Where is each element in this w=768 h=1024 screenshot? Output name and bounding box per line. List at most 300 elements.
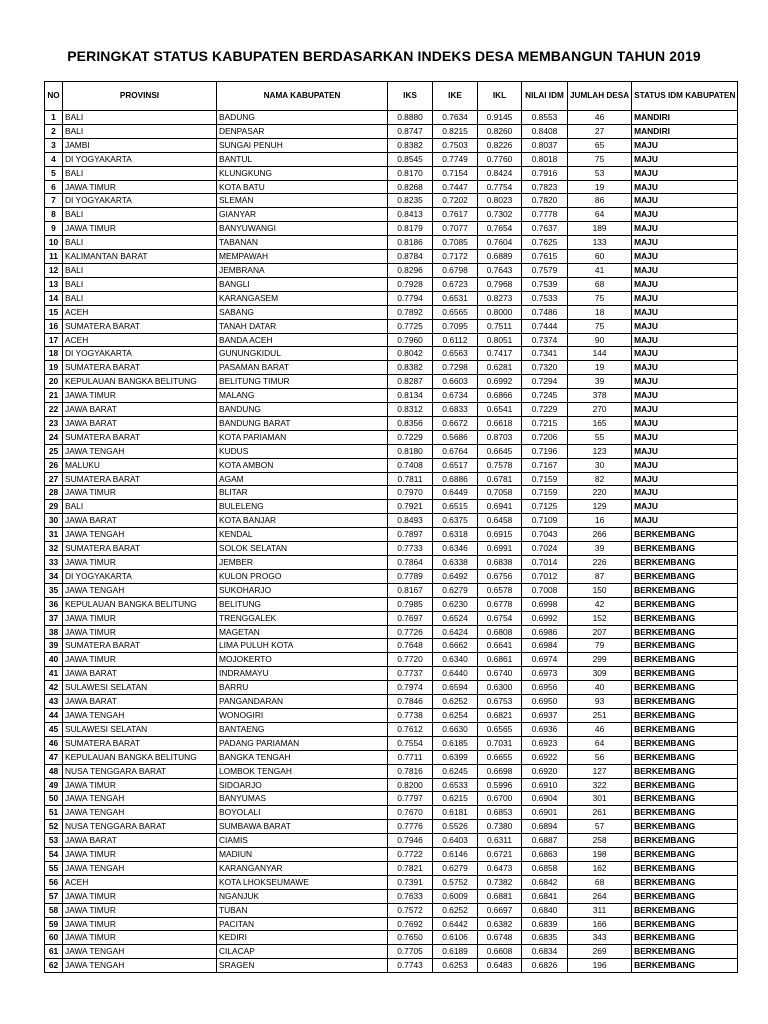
cell-no: 31 — [45, 528, 63, 542]
table-row — [45, 903, 738, 917]
cell-ike: 0.6318 — [433, 528, 478, 542]
cell-nama-kabupaten: KOTA BANJAR — [217, 514, 388, 528]
cell-ikl: 0.6991 — [478, 542, 522, 556]
cell-provinsi: JAWA TIMUR — [63, 931, 217, 945]
cell-nama-kabupaten: SUNGAI PENUH — [217, 138, 388, 152]
cell-jumlah-desa: 127 — [568, 764, 632, 778]
cell-ike: 0.6106 — [433, 931, 478, 945]
cell-nama-kabupaten: BANDA ACEH — [217, 333, 388, 347]
cell-nilai-idm: 0.6863 — [522, 848, 568, 862]
cell-nama-kabupaten: BANYUMAS — [217, 792, 388, 806]
cell-jumlah-desa: 27 — [568, 124, 632, 138]
cell-no: 58 — [45, 903, 63, 917]
cell-jumlah-desa: 19 — [568, 361, 632, 375]
cell-nilai-idm: 0.7294 — [522, 375, 568, 389]
cell-ikl: 0.8260 — [478, 124, 522, 138]
cell-provinsi: SUMATERA BARAT — [63, 472, 217, 486]
cell-status-idm: MAJU — [632, 138, 738, 152]
cell-status-idm: BERKEMBANG — [632, 542, 738, 556]
cell-status-idm: BERKEMBANG — [632, 597, 738, 611]
table-row — [45, 695, 738, 709]
cell-provinsi: ACEH — [63, 333, 217, 347]
header-no: NO — [45, 82, 63, 111]
cell-nama-kabupaten: NGANJUK — [217, 889, 388, 903]
cell-ikl: 0.6382 — [478, 917, 522, 931]
table-row — [45, 250, 738, 264]
cell-iks: 0.7892 — [388, 305, 433, 319]
cell-provinsi: SUMATERA BARAT — [63, 319, 217, 333]
cell-ikl: 0.5996 — [478, 778, 522, 792]
cell-ikl: 0.6808 — [478, 625, 522, 639]
cell-ike: 0.6181 — [433, 806, 478, 820]
cell-no: 41 — [45, 667, 63, 681]
cell-status-idm: MAJU — [632, 444, 738, 458]
cell-provinsi: JAWA TIMUR — [63, 848, 217, 862]
cell-nilai-idm: 0.7229 — [522, 403, 568, 417]
cell-nama-kabupaten: BANTUL — [217, 152, 388, 166]
table-row — [45, 472, 738, 486]
cell-provinsi: SULAWESI SELATAN — [63, 681, 217, 695]
cell-no: 57 — [45, 889, 63, 903]
cell-no: 51 — [45, 806, 63, 820]
cell-iks: 0.8747 — [388, 124, 433, 138]
cell-ikl: 0.8424 — [478, 166, 522, 180]
cell-ikl: 0.6565 — [478, 722, 522, 736]
cell-ike: 0.6524 — [433, 611, 478, 625]
table-row — [45, 959, 738, 973]
cell-provinsi: SUMATERA BARAT — [63, 361, 217, 375]
cell-iks: 0.7725 — [388, 319, 433, 333]
cell-nilai-idm: 0.7320 — [522, 361, 568, 375]
cell-nama-kabupaten: KARANGANYAR — [217, 861, 388, 875]
cell-ike: 0.7085 — [433, 236, 478, 250]
cell-provinsi: DI YOGYAKARTA — [63, 194, 217, 208]
cell-provinsi: BALI — [63, 236, 217, 250]
cell-nilai-idm: 0.6937 — [522, 708, 568, 722]
cell-jumlah-desa: 261 — [568, 806, 632, 820]
cell-jumlah-desa: 79 — [568, 639, 632, 653]
cell-status-idm: MAJU — [632, 152, 738, 166]
cell-jumlah-desa: 19 — [568, 180, 632, 194]
cell-nilai-idm: 0.6894 — [522, 820, 568, 834]
cell-nilai-idm: 0.8018 — [522, 152, 568, 166]
cell-ike: 0.5752 — [433, 875, 478, 889]
cell-nilai-idm: 0.7043 — [522, 528, 568, 542]
cell-nilai-idm: 0.7206 — [522, 430, 568, 444]
cell-ikl: 0.6281 — [478, 361, 522, 375]
cell-ike: 0.6375 — [433, 514, 478, 528]
table-row — [45, 500, 738, 514]
cell-ikl: 0.6721 — [478, 848, 522, 862]
cell-jumlah-desa: 322 — [568, 778, 632, 792]
cell-nama-kabupaten: BOYOLALI — [217, 806, 388, 820]
cell-nama-kabupaten: GIANYAR — [217, 208, 388, 222]
cell-provinsi: BALI — [63, 124, 217, 138]
cell-no: 33 — [45, 556, 63, 570]
table-row — [45, 875, 738, 889]
cell-no: 32 — [45, 542, 63, 556]
cell-ike: 0.6424 — [433, 625, 478, 639]
cell-nama-kabupaten: BANYUWANGI — [217, 222, 388, 236]
cell-ikl: 0.6756 — [478, 569, 522, 583]
cell-jumlah-desa: 309 — [568, 667, 632, 681]
cell-status-idm: BERKEMBANG — [632, 528, 738, 542]
table-row — [45, 124, 738, 138]
cell-ike: 0.7095 — [433, 319, 478, 333]
cell-jumlah-desa: 299 — [568, 653, 632, 667]
cell-ike: 0.6245 — [433, 764, 478, 778]
header-ikl: IKL — [478, 82, 522, 111]
cell-iks: 0.8167 — [388, 583, 433, 597]
cell-no: 46 — [45, 736, 63, 750]
cell-no: 60 — [45, 931, 63, 945]
cell-jumlah-desa: 64 — [568, 736, 632, 750]
cell-iks: 0.7970 — [388, 486, 433, 500]
cell-nama-kabupaten: MALANG — [217, 389, 388, 403]
cell-status-idm: BERKEMBANG — [632, 639, 738, 653]
cell-nama-kabupaten: CIAMIS — [217, 834, 388, 848]
cell-ike: 0.6146 — [433, 848, 478, 862]
cell-no: 7 — [45, 194, 63, 208]
cell-iks: 0.7743 — [388, 959, 433, 973]
cell-nama-kabupaten: BULELENG — [217, 500, 388, 514]
cell-status-idm: MAJU — [632, 208, 738, 222]
cell-status-idm: BERKEMBANG — [632, 834, 738, 848]
table-row — [45, 389, 738, 403]
cell-iks: 0.8382 — [388, 138, 433, 152]
cell-no: 53 — [45, 834, 63, 848]
cell-status-idm: BERKEMBANG — [632, 569, 738, 583]
cell-jumlah-desa: 269 — [568, 945, 632, 959]
cell-provinsi: BALI — [63, 166, 217, 180]
cell-ikl: 0.6697 — [478, 903, 522, 917]
cell-no: 8 — [45, 208, 63, 222]
cell-nama-kabupaten: SLEMAN — [217, 194, 388, 208]
cell-iks: 0.8134 — [388, 389, 433, 403]
table-row — [45, 806, 738, 820]
cell-iks: 0.8312 — [388, 403, 433, 417]
cell-ike: 0.6403 — [433, 834, 478, 848]
cell-jumlah-desa: 75 — [568, 319, 632, 333]
cell-nama-kabupaten: PANGANDARAN — [217, 695, 388, 709]
cell-nilai-idm: 0.7823 — [522, 180, 568, 194]
cell-ike: 0.7634 — [433, 111, 478, 125]
cell-no: 45 — [45, 722, 63, 736]
cell-provinsi: ACEH — [63, 875, 217, 889]
table-row — [45, 708, 738, 722]
cell-nilai-idm: 0.6923 — [522, 736, 568, 750]
cell-status-idm: BERKEMBANG — [632, 875, 738, 889]
cell-nama-kabupaten: CILACAP — [217, 945, 388, 959]
cell-iks: 0.7705 — [388, 945, 433, 959]
cell-provinsi: KEPULAUAN BANGKA BELITUNG — [63, 597, 217, 611]
cell-jumlah-desa: 82 — [568, 472, 632, 486]
cell-iks: 0.8170 — [388, 166, 433, 180]
cell-ike: 0.6440 — [433, 667, 478, 681]
cell-ike: 0.6112 — [433, 333, 478, 347]
table-row — [45, 792, 738, 806]
cell-iks: 0.7650 — [388, 931, 433, 945]
cell-iks: 0.8356 — [388, 416, 433, 430]
cell-ikl: 0.7643 — [478, 263, 522, 277]
table-row — [45, 917, 738, 931]
cell-provinsi: JAWA BARAT — [63, 416, 217, 430]
cell-status-idm: BERKEMBANG — [632, 959, 738, 973]
table-row — [45, 778, 738, 792]
cell-ike: 0.6215 — [433, 792, 478, 806]
cell-ike: 0.6798 — [433, 263, 478, 277]
cell-no: 26 — [45, 458, 63, 472]
cell-provinsi: JAWA TIMUR — [63, 778, 217, 792]
table-row — [45, 111, 738, 125]
cell-iks: 0.7229 — [388, 430, 433, 444]
cell-ikl: 0.9145 — [478, 111, 522, 125]
cell-ike: 0.6185 — [433, 736, 478, 750]
cell-no: 50 — [45, 792, 63, 806]
cell-status-idm: BERKEMBANG — [632, 736, 738, 750]
cell-nilai-idm: 0.7615 — [522, 250, 568, 264]
cell-status-idm: BERKEMBANG — [632, 861, 738, 875]
cell-ikl: 0.6853 — [478, 806, 522, 820]
cell-iks: 0.8235 — [388, 194, 433, 208]
cell-no: 15 — [45, 305, 63, 319]
cell-nilai-idm: 0.7008 — [522, 583, 568, 597]
header-jumlah-desa: JUMLAH DESA — [568, 82, 632, 111]
table-row — [45, 361, 738, 375]
cell-ike: 0.6442 — [433, 917, 478, 931]
cell-no: 3 — [45, 138, 63, 152]
cell-provinsi: JAWA TENGAH — [63, 945, 217, 959]
cell-ikl: 0.6698 — [478, 764, 522, 778]
cell-ike: 0.6723 — [433, 277, 478, 291]
cell-nilai-idm: 0.7159 — [522, 472, 568, 486]
cell-status-idm: MAJU — [632, 166, 738, 180]
cell-nilai-idm: 0.7374 — [522, 333, 568, 347]
cell-iks: 0.8180 — [388, 444, 433, 458]
cell-ike: 0.6662 — [433, 639, 478, 653]
cell-iks: 0.7864 — [388, 556, 433, 570]
cell-jumlah-desa: 258 — [568, 834, 632, 848]
cell-no: 2 — [45, 124, 63, 138]
cell-ike: 0.7503 — [433, 138, 478, 152]
cell-no: 1 — [45, 111, 63, 125]
cell-provinsi: BALI — [63, 500, 217, 514]
cell-ike: 0.6886 — [433, 472, 478, 486]
cell-jumlah-desa: 65 — [568, 138, 632, 152]
cell-iks: 0.7985 — [388, 597, 433, 611]
cell-nama-kabupaten: KOTA LHOKSEUMAWE — [217, 875, 388, 889]
cell-jumlah-desa: 123 — [568, 444, 632, 458]
cell-iks: 0.7408 — [388, 458, 433, 472]
cell-iks: 0.7692 — [388, 917, 433, 931]
cell-provinsi: JAWA TENGAH — [63, 583, 217, 597]
cell-nilai-idm: 0.6901 — [522, 806, 568, 820]
table-row — [45, 861, 738, 875]
cell-iks: 0.7612 — [388, 722, 433, 736]
cell-nama-kabupaten: TANAH DATAR — [217, 319, 388, 333]
table-row — [45, 375, 738, 389]
cell-ikl: 0.7754 — [478, 180, 522, 194]
header-nilai-idm: NILAI IDM — [522, 82, 568, 111]
cell-nama-kabupaten: KOTA PARIAMAN — [217, 430, 388, 444]
cell-jumlah-desa: 68 — [568, 277, 632, 291]
cell-ikl: 0.6754 — [478, 611, 522, 625]
cell-nama-kabupaten: SIDOARJO — [217, 778, 388, 792]
table-row — [45, 569, 738, 583]
cell-nama-kabupaten: TRENGGALEK — [217, 611, 388, 625]
cell-iks: 0.7720 — [388, 653, 433, 667]
cell-status-idm: BERKEMBANG — [632, 889, 738, 903]
cell-nama-kabupaten: KUDUS — [217, 444, 388, 458]
cell-ikl: 0.6541 — [478, 403, 522, 417]
cell-nilai-idm: 0.6973 — [522, 667, 568, 681]
cell-nama-kabupaten: MAGETAN — [217, 625, 388, 639]
cell-nilai-idm: 0.8553 — [522, 111, 568, 125]
cell-ike: 0.7202 — [433, 194, 478, 208]
cell-status-idm: MAJU — [632, 305, 738, 319]
header-provinsi: PROVINSI — [63, 82, 217, 111]
cell-nama-kabupaten: BADUNG — [217, 111, 388, 125]
cell-jumlah-desa: 207 — [568, 625, 632, 639]
cell-ike: 0.6594 — [433, 681, 478, 695]
cell-provinsi: DI YOGYAKARTA — [63, 569, 217, 583]
cell-provinsi: JAWA TIMUR — [63, 653, 217, 667]
cell-nilai-idm: 0.6986 — [522, 625, 568, 639]
table-row — [45, 639, 738, 653]
cell-iks: 0.7811 — [388, 472, 433, 486]
cell-provinsi: JAWA TENGAH — [63, 444, 217, 458]
cell-status-idm: BERKEMBANG — [632, 611, 738, 625]
cell-no: 40 — [45, 653, 63, 667]
cell-no: 21 — [45, 389, 63, 403]
cell-nilai-idm: 0.7625 — [522, 236, 568, 250]
cell-ikl: 0.6700 — [478, 792, 522, 806]
cell-ike: 0.6338 — [433, 556, 478, 570]
cell-ike: 0.5686 — [433, 430, 478, 444]
table-row — [45, 416, 738, 430]
cell-jumlah-desa: 378 — [568, 389, 632, 403]
header-ike: IKE — [433, 82, 478, 111]
cell-ikl: 0.7380 — [478, 820, 522, 834]
cell-jumlah-desa: 196 — [568, 959, 632, 973]
cell-nama-kabupaten: PADANG PARIAMAN — [217, 736, 388, 750]
cell-nama-kabupaten: LIMA PULUH KOTA — [217, 639, 388, 653]
cell-ikl: 0.6861 — [478, 653, 522, 667]
cell-nilai-idm: 0.7341 — [522, 347, 568, 361]
cell-iks: 0.7974 — [388, 681, 433, 695]
cell-ike: 0.6533 — [433, 778, 478, 792]
cell-iks: 0.7711 — [388, 750, 433, 764]
cell-iks: 0.7697 — [388, 611, 433, 625]
cell-ikl: 0.6655 — [478, 750, 522, 764]
cell-no: 18 — [45, 347, 63, 361]
cell-ikl: 0.7511 — [478, 319, 522, 333]
cell-status-idm: MAJU — [632, 277, 738, 291]
cell-no: 56 — [45, 875, 63, 889]
cell-status-idm: MAJU — [632, 333, 738, 347]
cell-jumlah-desa: 57 — [568, 820, 632, 834]
cell-jumlah-desa: 189 — [568, 222, 632, 236]
table-header-row — [45, 82, 738, 111]
cell-no: 59 — [45, 917, 63, 931]
cell-ikl: 0.8023 — [478, 194, 522, 208]
cell-jumlah-desa: 46 — [568, 111, 632, 125]
cell-nama-kabupaten: PACITAN — [217, 917, 388, 931]
cell-no: 12 — [45, 263, 63, 277]
cell-iks: 0.7821 — [388, 861, 433, 875]
table-row — [45, 820, 738, 834]
table-row — [45, 750, 738, 764]
cell-provinsi: KEPULAUAN BANGKA BELITUNG — [63, 375, 217, 389]
cell-status-idm: MAJU — [632, 500, 738, 514]
cell-nama-kabupaten: INDRAMAYU — [217, 667, 388, 681]
cell-nama-kabupaten: KEDIRI — [217, 931, 388, 945]
cell-provinsi: JAWA BARAT — [63, 695, 217, 709]
cell-ike: 0.6630 — [433, 722, 478, 736]
cell-ikl: 0.6458 — [478, 514, 522, 528]
cell-nilai-idm: 0.6840 — [522, 903, 568, 917]
cell-nilai-idm: 0.6904 — [522, 792, 568, 806]
table-row — [45, 263, 738, 277]
cell-status-idm: MAJU — [632, 486, 738, 500]
cell-ike: 0.7077 — [433, 222, 478, 236]
table-row — [45, 583, 738, 597]
cell-iks: 0.7733 — [388, 542, 433, 556]
table-row — [45, 222, 738, 236]
cell-provinsi: BALI — [63, 277, 217, 291]
cell-provinsi: BALI — [63, 263, 217, 277]
cell-nilai-idm: 0.6920 — [522, 764, 568, 778]
cell-ikl: 0.6645 — [478, 444, 522, 458]
cell-ikl: 0.7382 — [478, 875, 522, 889]
cell-iks: 0.7946 — [388, 834, 433, 848]
cell-iks: 0.7572 — [388, 903, 433, 917]
cell-status-idm: MAJU — [632, 514, 738, 528]
table-row — [45, 653, 738, 667]
cell-provinsi: BALI — [63, 111, 217, 125]
cell-iks: 0.7726 — [388, 625, 433, 639]
cell-ikl: 0.6778 — [478, 597, 522, 611]
table-row — [45, 152, 738, 166]
cell-no: 35 — [45, 583, 63, 597]
cell-status-idm: BERKEMBANG — [632, 708, 738, 722]
table-row — [45, 403, 738, 417]
cell-status-idm: MAJU — [632, 389, 738, 403]
cell-ike: 0.6492 — [433, 569, 478, 583]
cell-ike: 0.6399 — [433, 750, 478, 764]
cell-nilai-idm: 0.7125 — [522, 500, 568, 514]
cell-nilai-idm: 0.6826 — [522, 959, 568, 973]
cell-nilai-idm: 0.8408 — [522, 124, 568, 138]
cell-jumlah-desa: 129 — [568, 500, 632, 514]
cell-no: 48 — [45, 764, 63, 778]
cell-nama-kabupaten: LOMBOK TENGAH — [217, 764, 388, 778]
cell-provinsi: JAWA BARAT — [63, 403, 217, 417]
cell-iks: 0.7816 — [388, 764, 433, 778]
cell-jumlah-desa: 60 — [568, 250, 632, 264]
cell-nilai-idm: 0.6998 — [522, 597, 568, 611]
cell-nilai-idm: 0.7637 — [522, 222, 568, 236]
cell-nilai-idm: 0.6858 — [522, 861, 568, 875]
cell-ike: 0.6517 — [433, 458, 478, 472]
cell-jumlah-desa: 56 — [568, 750, 632, 764]
cell-no: 5 — [45, 166, 63, 180]
cell-provinsi: JAWA BARAT — [63, 834, 217, 848]
cell-ikl: 0.7417 — [478, 347, 522, 361]
cell-nama-kabupaten: BANDUNG — [217, 403, 388, 417]
cell-iks: 0.8413 — [388, 208, 433, 222]
cell-provinsi: JAWA TENGAH — [63, 861, 217, 875]
